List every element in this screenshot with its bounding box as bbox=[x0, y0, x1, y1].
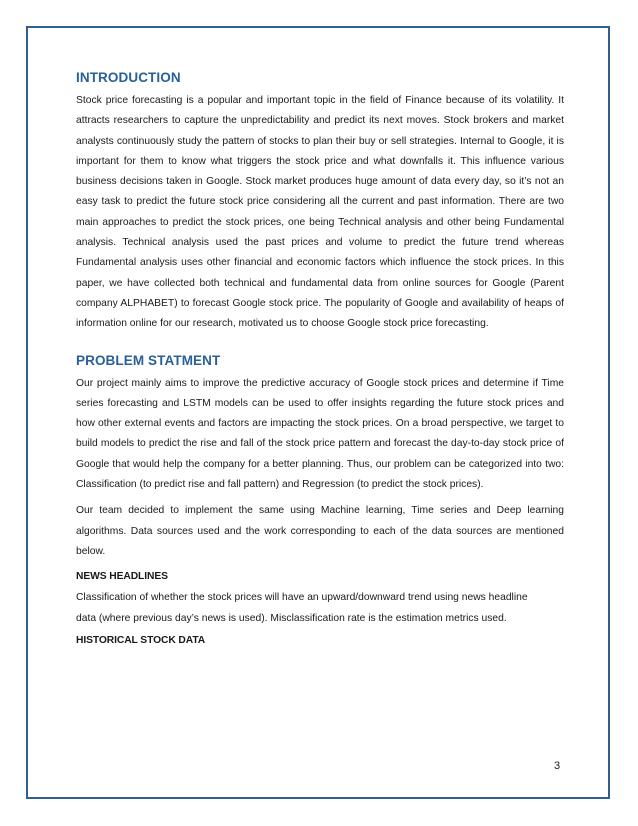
news-headlines-heading: NEWS HEADLINES bbox=[76, 571, 168, 583]
document-body bbox=[76, 70, 564, 652]
problem-statement-heading: PROBLEM STATMENT bbox=[76, 352, 221, 368]
problem-statement-paragraph-1: Our project mainly aims to improve the predictive accuracy of Google stock prices and determine if Time series forecasting and LSTM models can be used to offer insights regarding the future stock prices and how other external events and factors are impacting the stock prices. On a broad perspective, we target to build models to predict the rise and fall of the stock price pattern and forecast the day-to-day stock price of Google that would help the company for a better planning. Thus, our problem can be categorized into two: Classification (to predict rise and fall pattern) and Regression (to predict the stock prices). bbox=[76, 377, 564, 491]
introduction-paragraph: Stock price forecasting is a popular and important topic in the field of Finance because of its volatility. It attracts researchers to capture the unpredictability and predict its next moves. Stock brokers and market analysts continuously study the pattern of stocks to plan their buy or sell strategies. Internal to Google, it is important for them to know what triggers the stock price and what downfalls it. This influence various business decisions taken in Google. Stock market produces huge amount of data every day, so it’s not an easy task to predict the future stock price considering all the current and past information. There are two main approaches to predict the stock prices, one being Technical analysis and other being Fundamental analysis. Technical analysis used the past prices and volume to predict the future trend whereas Fundamental analysis uses other financial and economic factors which influence the stock prices. In this paper, we have collected both technical and fundamental data from online sources for Google (Parent company ALPHABET) to forecast Google stock price. The popularity of Google and availability of heaps of information online for our research, motivated us to choose Google stock price forecasting. bbox=[76, 95, 564, 330]
news-headlines-line-1: Classification of whether the stock prices will have an upward/downward trend using news headline bbox=[76, 592, 528, 604]
problem-statement-section bbox=[76, 353, 564, 563]
page-number: 3 bbox=[554, 760, 561, 772]
news-headlines-line-2: data (where previous day’s news is used). Misclassification rate is the estimation metrics used. bbox=[76, 612, 507, 624]
introduction-heading: INTRODUCTION bbox=[76, 70, 181, 85]
historical-stock-data-heading: HISTORICAL STOCK DATA bbox=[76, 634, 206, 646]
problem-statement-paragraph-2: Our team decided to implement the same using Machine learning, Time series and Deep learning algorithms. Data sources used and the work corresponding to each of the data sources are mentioned below. bbox=[76, 505, 564, 557]
